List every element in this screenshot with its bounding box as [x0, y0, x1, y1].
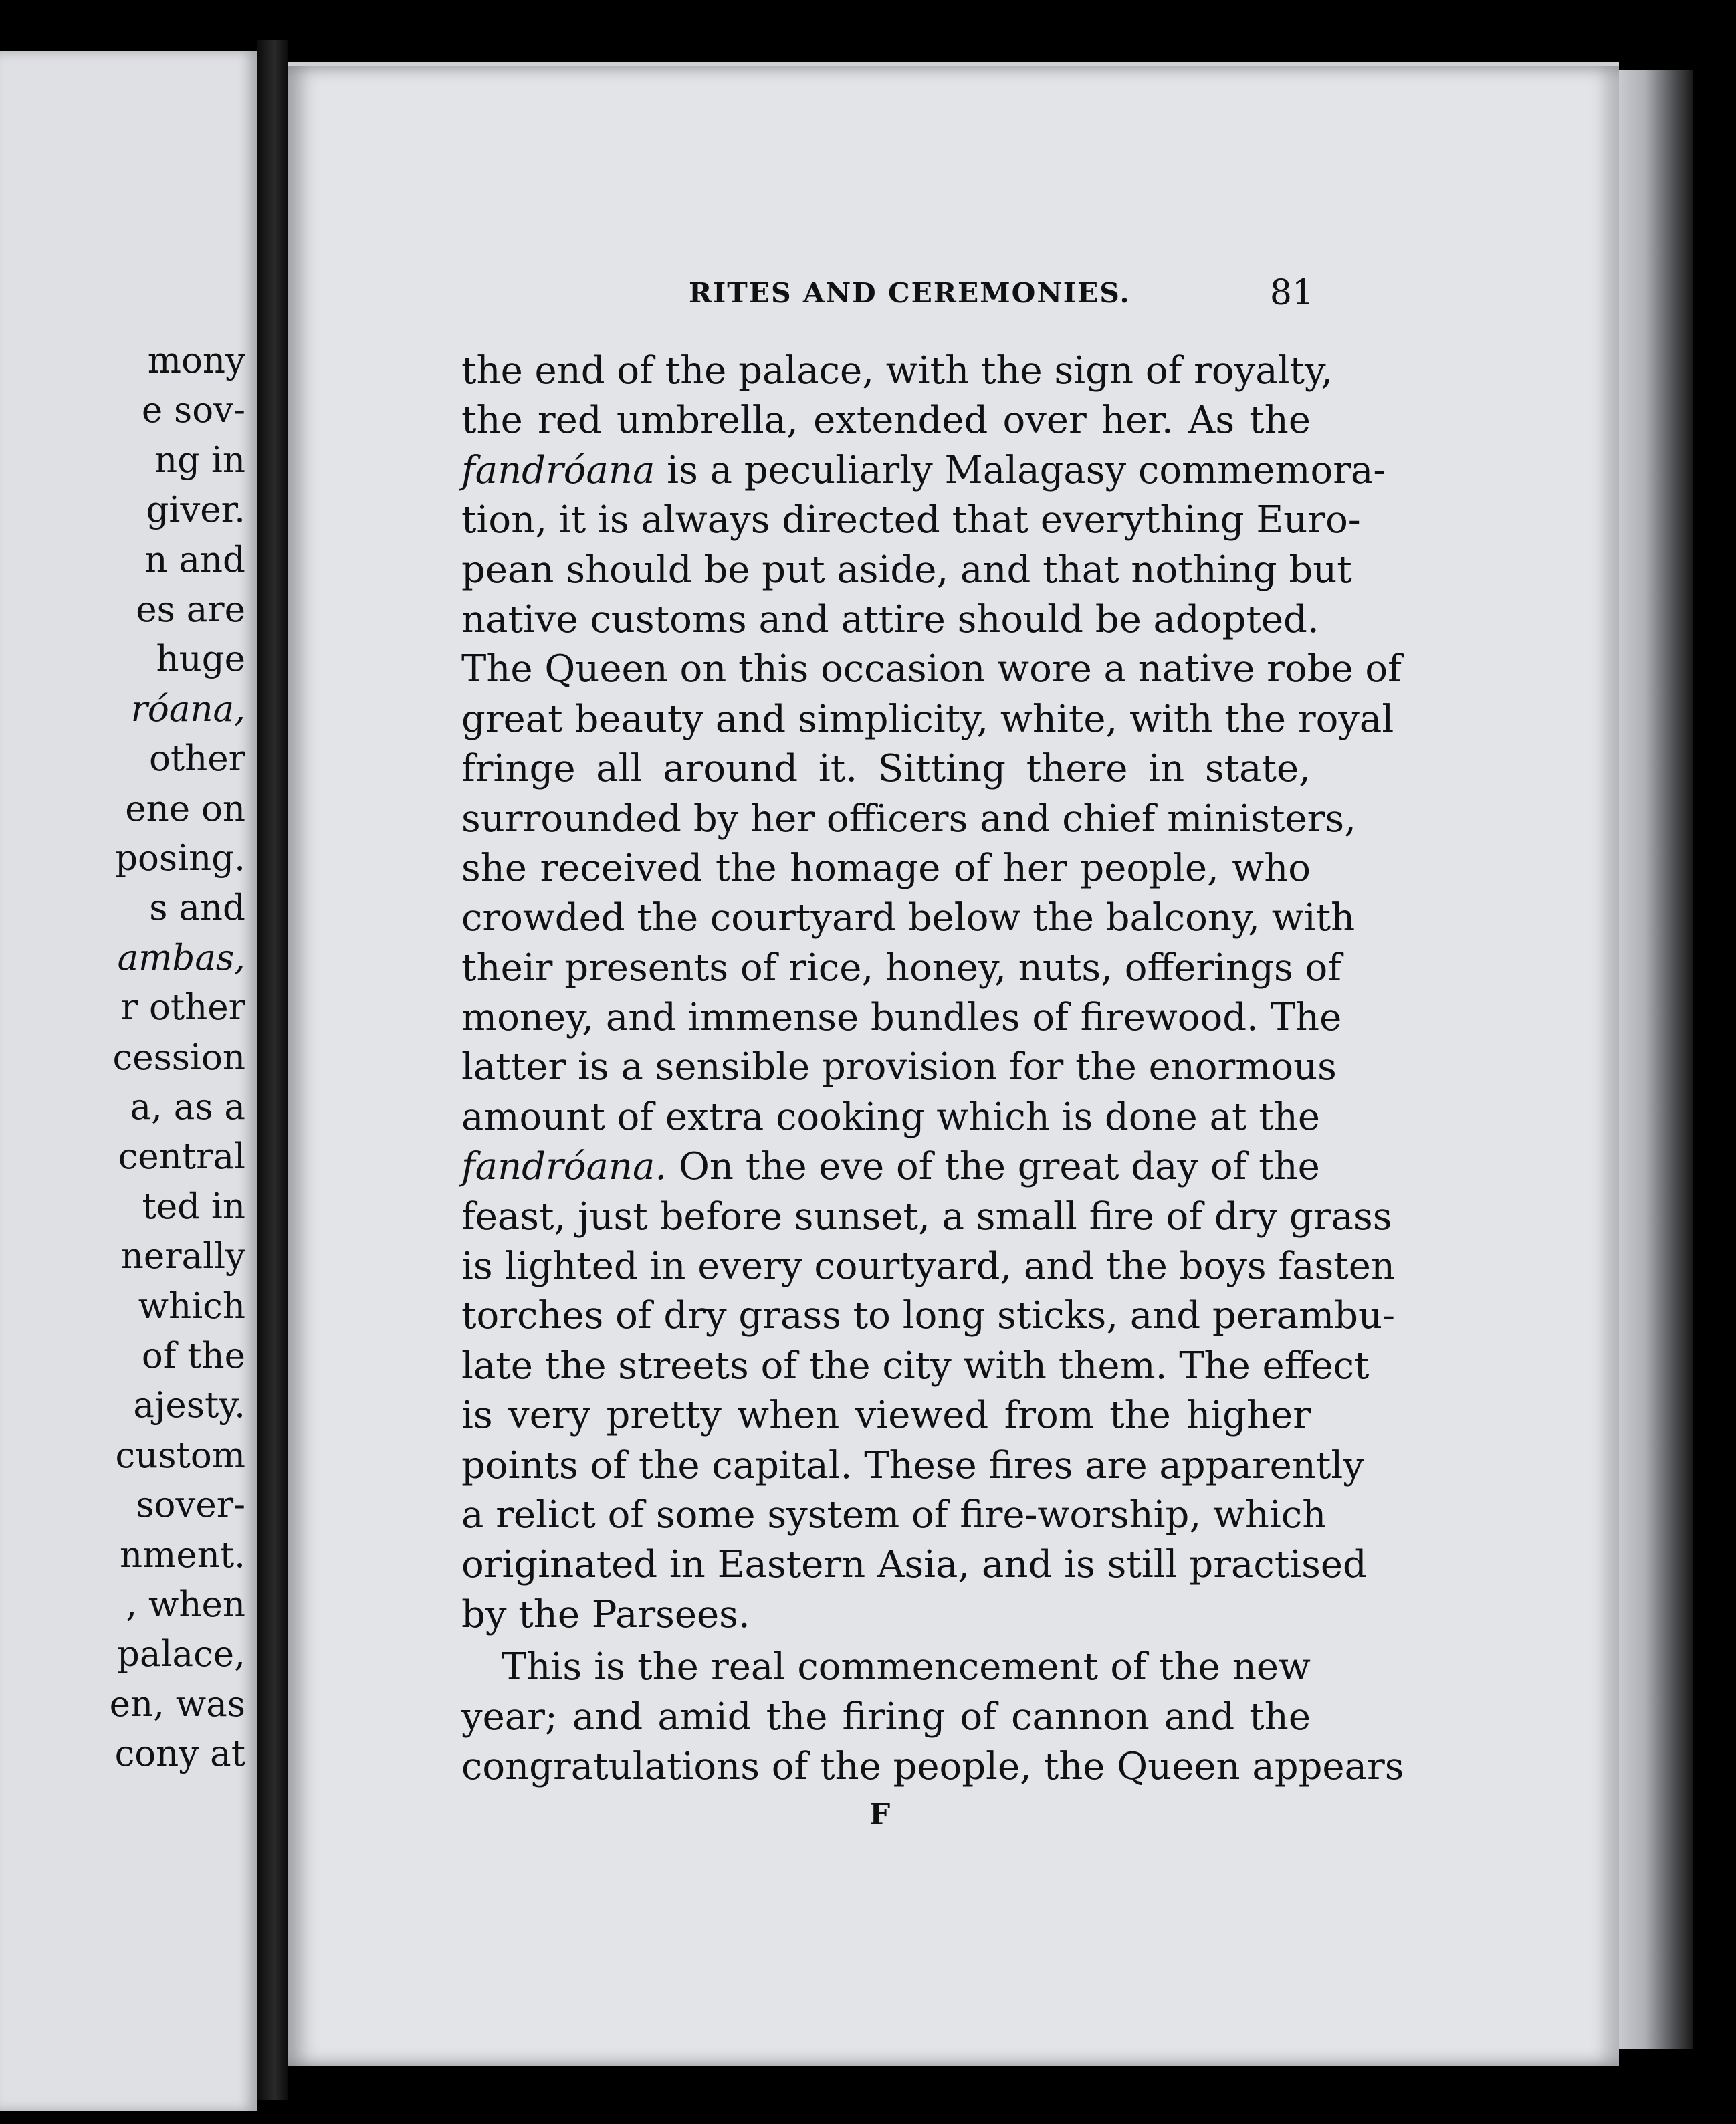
left-page-line: es are [136, 589, 245, 630]
left-page-line: ng in [154, 439, 245, 481]
text-line: tion, it is always directed that everything Euro- [461, 498, 1361, 542]
body-text [461, 346, 1404, 1792]
left-page-line: posing. [115, 838, 245, 879]
text-line: is lighted in every courtyard, and the boys fasten [461, 1245, 1395, 1289]
text-line: native customs and attire should be adopted. [461, 597, 1319, 641]
left-page-line: e sov- [141, 390, 245, 431]
text-line: year; and amid the firing of cannon and the [461, 1695, 1311, 1739]
text-line: she received the homage of her people, who [461, 846, 1311, 890]
left-page-line: cession [112, 1037, 245, 1078]
running-head: RITES AND CEREMONIES. [689, 277, 1131, 309]
left-page-line: ajesty. [133, 1385, 245, 1426]
text-line: This is the real commencement of the new [502, 1645, 1311, 1689]
page-number: 81 [1269, 273, 1314, 313]
text-line: amount of extra cooking which is done at the [461, 1095, 1320, 1139]
left-page-line: róana, [130, 688, 245, 730]
left-page-line: sover- [136, 1485, 245, 1526]
text-line: by the Parsees. [461, 1592, 750, 1636]
text-line: torches of dry grass to long sticks, and perambu- [461, 1294, 1396, 1338]
text-line: late the streets of the city with them. The effect [461, 1344, 1370, 1388]
signature-mark: F [869, 1798, 891, 1832]
left-page-line: of the [141, 1336, 245, 1376]
text-line: their presents of rice, honey, nuts, offerings of [461, 946, 1341, 990]
left-page-line: nerally [120, 1236, 245, 1277]
text-line: fringe all around it. Sitting there in state, [461, 747, 1311, 791]
left-page-line: r other [120, 987, 245, 1029]
text-line: fandróana is a peculiarly Malagasy commemora- [461, 448, 1386, 492]
left-page-line: cony at [114, 1733, 245, 1775]
left-page-line: n and [144, 539, 245, 580]
text-line: the red umbrella, extended over her. As the [461, 399, 1311, 443]
left-page-line: custom [115, 1435, 245, 1476]
left-page-line: mony [147, 340, 245, 381]
left-page-line: central [118, 1136, 245, 1178]
left-page-line: other [148, 738, 245, 780]
left-page-line: s and [149, 887, 245, 929]
left-page-line: huge [156, 639, 245, 680]
italic-term: fandróana [461, 448, 655, 492]
left-page-line: giver. [146, 490, 245, 531]
text-line: latter is a sensible provision for the enormous [461, 1045, 1337, 1089]
text-line: feast, just before sunset, a small fire of dry grass [461, 1194, 1392, 1239]
left-page-line: ted in [142, 1186, 245, 1227]
text-line: is very pretty when viewed from the higher [461, 1394, 1311, 1438]
page-edge-shadow [1619, 70, 1693, 2049]
text-line: originated in Eastern Asia, and is still practised [461, 1543, 1367, 1587]
left-page-line: ambas, [117, 937, 245, 978]
left-page-fragment [0, 51, 257, 2111]
left-page-line: nment. [119, 1534, 245, 1576]
text-line: fandróana. On the eve of the great day of the [461, 1145, 1320, 1189]
text-line: money, and immense bundles of firewood. The [461, 996, 1342, 1040]
left-page-line: which [138, 1285, 245, 1327]
text-line: pean should be put aside, and that nothing but [461, 548, 1352, 592]
text-line: congratulations of the people, the Queen appears [461, 1744, 1404, 1788]
left-page-line: ene on [125, 788, 245, 829]
text-line: The Queen on this occasion wore a native robe of [461, 647, 1402, 692]
text-line: surrounded by her officers and chief ministers, [461, 796, 1356, 841]
left-page-line: palace, [117, 1634, 245, 1675]
left-page-line: , when [126, 1584, 245, 1625]
left-page-line: en, was [109, 1683, 245, 1725]
text-line: great beauty and simplicity, white, with the royal [461, 697, 1394, 741]
text-line: the end of the palace, with the sign of royalty, [461, 349, 1333, 393]
text-line: points of the capital. These fires are apparently [461, 1443, 1364, 1487]
italic-term: fandróana [461, 1145, 655, 1189]
text-line: crowded the courtyard below the balcony, with [461, 896, 1355, 940]
book-gutter [257, 40, 288, 2100]
left-page-line: a, as a [130, 1087, 245, 1128]
page-header [689, 273, 1314, 313]
text-line: a relict of some system of fire-worship, which [461, 1493, 1327, 1537]
